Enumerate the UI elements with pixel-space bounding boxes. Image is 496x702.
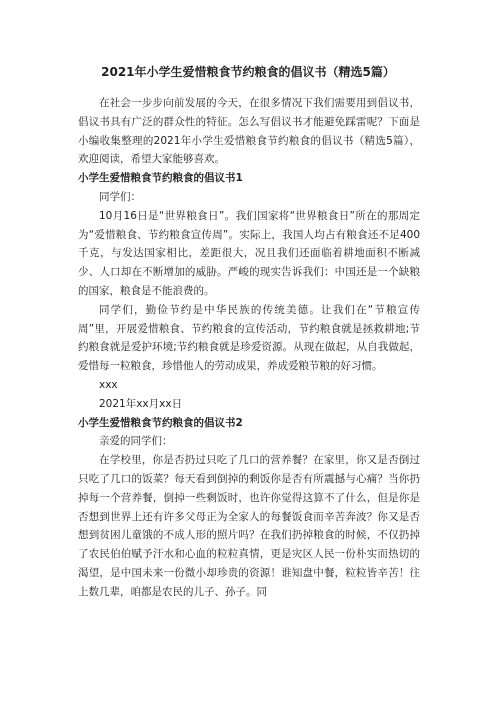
section-1-heading: 小学生爱惜粮食节约粮食的倡议书1 [78,172,243,185]
section-1-greeting: 同学们： [99,190,141,203]
section-1-date: 2021年xx月xx日 [99,397,183,410]
section-1-signature: xxx [99,378,118,391]
section-2-paragraph-1: 在学校里，你是否扔过只吃了几口的营养餐？在家里，你又是否倒过只吃了几口的饭菜？每天看到倒掉的剩饭你是否有所震撼与心痛？当你扔掉每一个营养餐，倒掉一些剩饭时，也许你觉得这算不了什么，但是你是否想到世界上还有许多父母正为全家人的每餐饭食而辛苦奔波？你又是否想到贫困儿童饿的不成人形的照片吗？在我们扔掉粮食的时候，不仅扔掉了农民伯伯赋予汗水和心血的粒粒真情，更是灾区人民一份朴实而热切的渴望，是中国未来一份微小却珍贵的资源！谁知盘中餐，粒粒皆辛苦！往上数几辈，咱都是农民的儿子、孙子。同 [78,454,420,598]
section-2-heading: 小学生爱惜粮食节约粮食的倡议书2 [78,416,243,429]
document-title: 2021年小学生爱惜粮食节约粮食的倡议书（精选5篇） [101,65,395,79]
section-1-paragraph-2: 同学们，勤俭节约是中华民族的传统美德。让我们在“节粮宣传周”里，开展爱惜粮食、节约粮食的宣传活动，节约粮食就是拯救耕地;节约粮食就是爱护环境;节约粮食就是珍爱资源。从现在做起，从自我做起，爱惜每一粒粮食，珍惜他人的劳动成果，养成爱粮节粮的好习惯。 [78,303,420,373]
document-body [78,94,420,602]
intro-paragraph: 在社会一步步向前发展的今天，在很多情况下我们需要用到倡议书，倡议书具有广泛的群众性的特征。怎么写倡议书才能避免踩雷呢？下面是小编收集整理的2021年小学生爱惜粮食节约粮食的倡议书（精选5篇），欢迎阅读，希望大家能够喜欢。 [78,97,420,166]
section-2-greeting: 亲爱的同学们： [99,435,173,448]
section-1-paragraph-1: 10月16日是“世界粮食日”。我们国家将“世界粮食日”所在的那周定为“爱惜粮食、节约粮食宣传周”。实际上，我国人均占有粮食还不足400千克，与发达国家相比，差距很大，况且我们还面临着耕地面积不断减少、人口却在不断增加的威胁。严峻的现实告诉我们：中国还是一个缺粮的国家，粮食是不能浪费的。 [78,209,420,297]
